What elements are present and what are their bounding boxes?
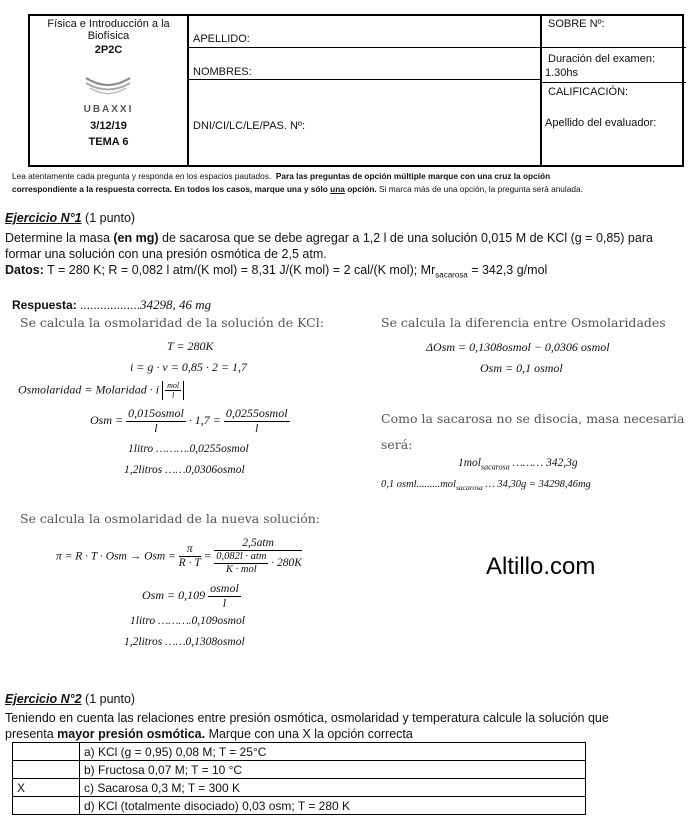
uba-logo-icon [80,74,136,102]
rule-of-three-4: 1,2litros ……0,1308osmol [124,636,245,648]
option-row[interactable] [13,743,586,761]
duracion-label: Duración del examen: [548,53,656,65]
instructions: Lea atentamente cada pregunta y responda en los espacios pautados. Para las preguntas de opción múltiple marque con una cruz la opción correspondiente a la respuesta correcta. En todos los casos, marque una y sólo una opción. Si marca más de una opción, la pregunta será anulada. [12,171,583,194]
ex2-statement: Teniendo en cuenta las relaciones entre presión osmótica, osmolaridad y temperatura calcule la solución que presenta mayor presión osmótica. Marque con una X la opción correcta [5,711,609,741]
ex2-options-table [12,742,586,815]
option-mark-cell[interactable]: X [13,779,80,797]
nombres-label: NOMBRES: [193,66,252,78]
eq-delta-result: Osm = 0,1 osmol [480,361,563,375]
exam-header [28,14,684,167]
ex1-title: Ejercicio N°1 [5,211,82,225]
watermark-text: Altillo.com [486,553,596,580]
eq-osm-kcl: Osm = $\frac{\text{0,015osmol}}{l}$ · 1,7 = $\frac{\text{0,0255osmol}}{l}$ [90,406,288,435]
answer-line: Respuesta: ..................34298, 46 mg [12,297,212,312]
rule-of-three-3: 1litro ……….0,109osmol [130,615,245,627]
answer-value: 34298, 46 mg [140,297,212,312]
option-row[interactable] [13,779,586,797]
left-heading: Se calcula la osmolaridad de la solución de KCl: [20,315,324,330]
option-text: b) Fructosa 0,07 M; T = 10 °C [80,761,586,779]
eq-vant-hoff: i = g · v = 0,85 · 2 = 1,7 [130,360,247,374]
sucrose-note: Como la sacarosa no se disocia, masa necesaria será: [381,411,685,452]
option-mark-cell[interactable] [13,761,80,779]
dni-label: DNI/CI/LC/LE/PAS. Nº: [193,120,306,132]
eq-osmotic-pressure: π = R · T · Osm → Osm = $\frac{\pi}{R \cdot T}$ = 2,5atm $\frac{\text{0,082l · atm}}{\text{K · mol}}$ · 280K [56,537,302,576]
ex1-statement: Determine la masa (en mg) de sacarosa que se debe agregar a 1,2 l de una solución 0,015 M de KCl (g = 0,85) para formar una solución con una presión osmótica de 2,5 atm. Datos: T = 280 K; R = 0,082 l atm/(K mol) = 8,31 J/(K mol) = 2 cal/(K mol); $Mr_{sacarosa} = 342,3$ g/mol [5,231,653,280]
header-line [540,82,686,83]
duracion-value: 1.30hs [545,67,579,79]
logo-text: UBAXXI [83,104,134,115]
exam-date: 3/12/19 [90,120,127,132]
option-row[interactable] [13,761,586,779]
eq-delta-osm: ΔOsm = 0,1308osmol − 0,0306 osmol [426,340,610,354]
header-divider [540,16,542,165]
eq-osm-new: Osm = 0,109 $\frac{\text{osmol}}{l}$ [142,581,239,610]
apellido-label: APELLIDO: [193,33,250,45]
right-heading: Se calcula la diferencia entre Osmolaridades [381,315,666,330]
eq-mol-2: 0,1 osml.........mol$_{sacarosa}$ … 34,30g = 34298,46mg [381,479,591,493]
rule-of-three-1: 1litro ……….0,0255osmol [128,443,249,455]
option-text: a) KCl (g = 0,95) 0,08 M; T = 25°C [80,743,586,761]
ex1-title-line: Ejercicio N°1 (1 punto) [5,211,136,225]
eq-mol-1: 1mol$_{sacarosa}$ ……… 342,3g [458,457,578,472]
subject-title: Física e Introducción a la Biofísica 2P2C [47,18,170,56]
ex2-title-line: Ejercicio N°2 (1 punto) [5,692,136,706]
header-line [187,47,540,48]
ex2-title: Ejercicio N°2 [5,692,82,706]
new-heading: Se calcula la osmolaridad de la nueva solución: [20,511,321,526]
rule-of-three-2: 1,2litros ……0,0306osmol [124,464,245,476]
eq-osm-definition: Osmolaridad = Molaridad · i $\frac{\text{mol}}{l}$ [18,381,184,400]
eq-temperature: T = 280K [167,339,214,353]
option-mark-cell[interactable] [13,797,80,815]
header-line [540,47,686,48]
option-text: d) KCl (totalmente disociado) 0,03 osm; T = 280 K [80,797,586,815]
sobre-label: SOBRE Nº: [548,18,605,30]
evaluador-label: Apellido del evaluador: [545,117,657,129]
exam-tema: TEMA 6 [88,136,129,148]
calificacion-label: CALIFICACIÓN: [548,86,629,98]
header-line [187,79,540,80]
option-row[interactable] [13,797,586,815]
option-text: c) Sacarosa 0,3 M; T = 300 K [80,779,586,797]
header-divider [187,16,189,165]
option-mark-cell[interactable] [13,743,80,761]
